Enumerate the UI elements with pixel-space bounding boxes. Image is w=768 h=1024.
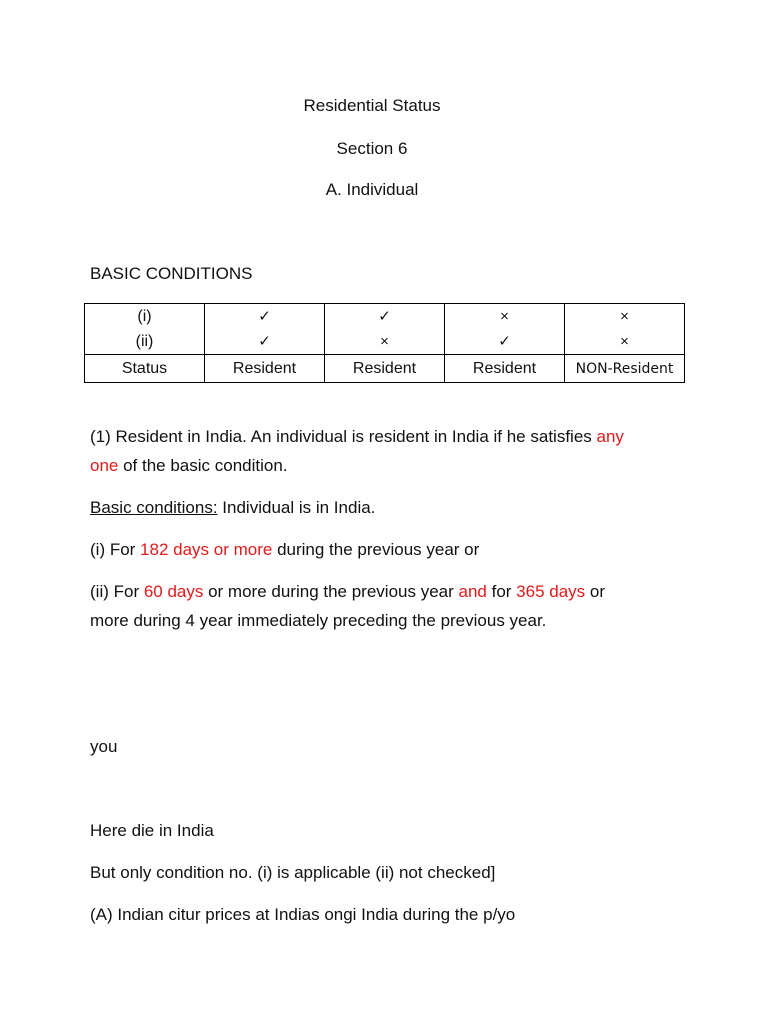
para-text: of the basic condition.	[118, 456, 288, 475]
note-here: Here die in India	[90, 821, 214, 840]
status-cell: NON-Resident	[565, 355, 685, 383]
highlight-and: and	[458, 582, 487, 601]
table-row	[85, 355, 685, 383]
note-a: (A) Indian citur prices at Indias ongi India during the p/yo	[90, 905, 516, 924]
status-cell: Resident	[205, 355, 325, 383]
paragraph-resident	[90, 422, 690, 451]
subsection-heading: A. Individual	[325, 180, 419, 199]
highlight-365-days: 365 days	[516, 582, 586, 601]
paragraph-resident-cont	[90, 451, 690, 480]
table-cell: ×	[565, 330, 685, 355]
table-cell: ✓	[325, 304, 445, 331]
table-cell: ✓	[205, 304, 325, 331]
cond-text: (i) For	[90, 540, 141, 559]
table-cell: ×	[325, 330, 445, 355]
basic-conditions-label: Basic conditions:	[90, 498, 218, 517]
basic-conditions-text: Individual is in India.	[217, 498, 376, 517]
basic-conditions-line	[90, 493, 690, 522]
cond-text: (ii) For	[90, 582, 144, 601]
cond-text: during the previous year or	[272, 540, 480, 559]
table-cell: ✓	[445, 330, 565, 355]
cond-text: for	[486, 582, 517, 601]
table-cell: ×	[565, 304, 685, 331]
status-cell: Resident	[445, 355, 565, 383]
highlight-182-days: 182 days or more	[140, 540, 273, 559]
para-text: (1) Resident in India. An individual is resident in India if he satisfies	[90, 427, 597, 446]
cond-text: or	[585, 582, 606, 601]
table-row	[85, 304, 685, 331]
cond-text: or more during the previous year	[203, 582, 459, 601]
highlight-one: one	[90, 456, 119, 475]
condition-ii	[90, 577, 690, 606]
section-heading: Section 6	[336, 139, 408, 158]
condition-ii-cont: more during 4 year immediately preceding the previous year.	[90, 611, 547, 630]
table-cell: ×	[445, 304, 565, 331]
highlight-any: any	[596, 427, 624, 446]
row-label: (i)	[85, 304, 205, 331]
row-label: (ii)	[85, 330, 205, 355]
conditions-table	[84, 303, 685, 383]
document-title: Residential Status	[303, 96, 441, 115]
row-label: Status	[85, 355, 205, 383]
note-but: But only condition no. (i) is applicable (ii) not checked]	[90, 863, 496, 882]
condition-i	[90, 535, 690, 564]
highlight-60-days: 60 days	[143, 582, 204, 601]
note-you: you	[90, 737, 118, 756]
status-cell: Resident	[325, 355, 445, 383]
basic-conditions-heading: BASIC CONDITIONS	[90, 264, 253, 283]
table-cell: ✓	[205, 330, 325, 355]
table-row	[85, 330, 685, 355]
